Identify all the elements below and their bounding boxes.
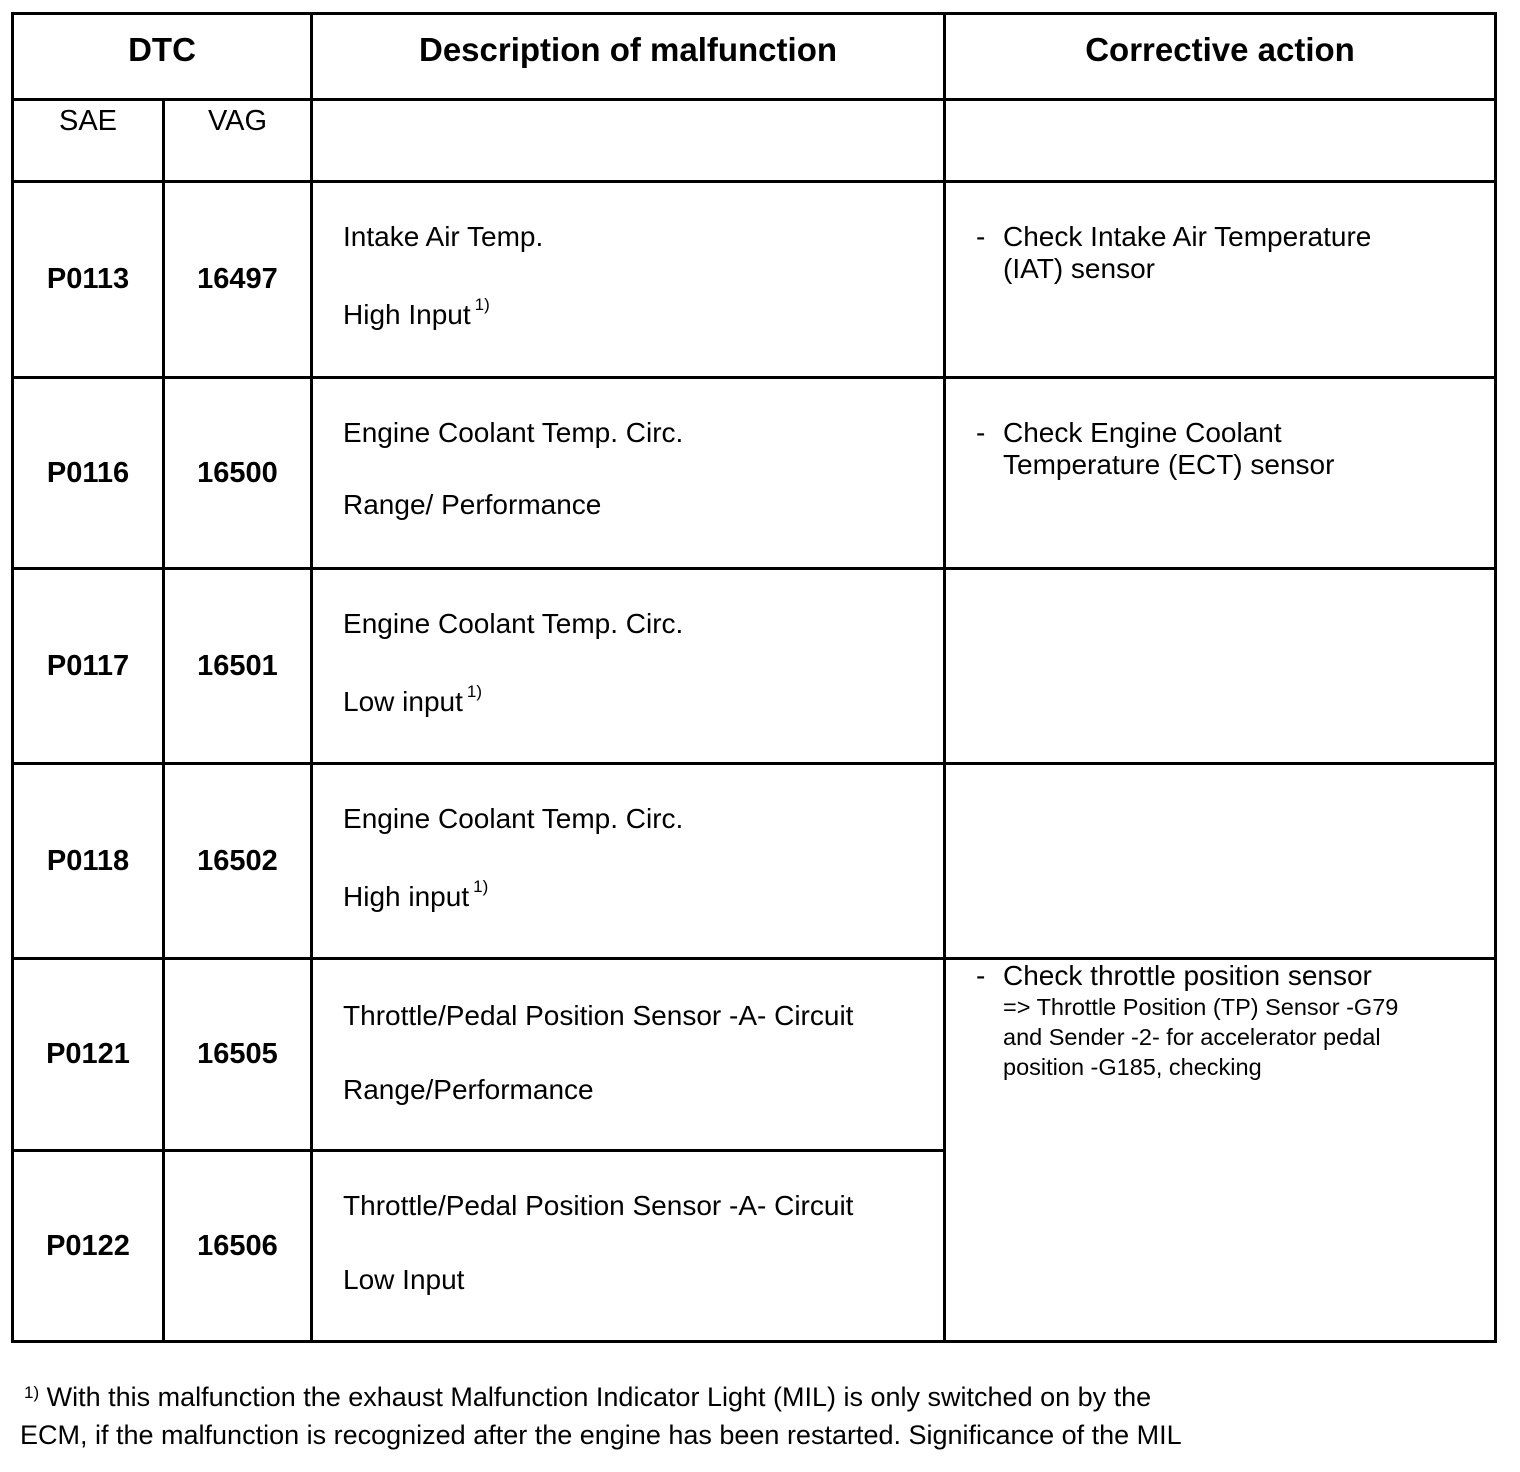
table-row — [13, 378, 1496, 569]
footnote-line-1 — [20, 1378, 1480, 1416]
description-line-1: Engine Coolant Temp. Circ. — [343, 608, 684, 639]
sae-code: P0116 — [13, 378, 164, 569]
description-subheader-empty — [312, 100, 945, 182]
description-line-2 — [343, 295, 943, 331]
footnote-text-1: With this malfunction the exhaust Malfunction Indicator Light (MIL) is only switched on by the — [46, 1382, 1152, 1412]
reference-line-3: position -G185, checking — [1003, 1054, 1262, 1080]
corrective-action — [945, 378, 1496, 569]
footnote-ref: 1) — [473, 877, 489, 896]
table-row — [13, 182, 1496, 378]
bullet-dash: - — [976, 417, 986, 448]
action-line-2: Temperature (ECT) sensor — [1003, 449, 1335, 480]
description-line-2: Range/ Performance — [343, 489, 602, 520]
malfunction-description — [312, 959, 945, 1151]
dtc-table — [11, 12, 1497, 1343]
sae-code: P0122 — [13, 1151, 164, 1342]
description-line-2 — [343, 682, 943, 718]
footnote-line-2: ECM, if the malfunction is recognized after the engine has been restarted. Significance of the MIL — [20, 1420, 1182, 1450]
vag-code: 16501 — [164, 569, 312, 764]
sae-header: SAE — [13, 100, 164, 182]
reference-line-2: and Sender -2- for accelerator pedal — [1003, 1024, 1381, 1050]
dtc-header: DTC — [13, 14, 312, 100]
vag-header: VAG — [164, 100, 312, 182]
corrective-action — [945, 959, 1496, 1342]
action-text — [1003, 221, 1371, 285]
footnote-ref: 1) — [474, 295, 490, 314]
malfunction-description — [312, 182, 945, 378]
malfunction-description — [312, 378, 945, 569]
footnote-mark: 1) — [24, 1383, 40, 1402]
bullet-dash: - — [976, 960, 986, 991]
header-row — [13, 14, 1496, 100]
description-line-1: Intake Air Temp. — [343, 221, 544, 252]
vag-code: 16506 — [164, 1151, 312, 1342]
description-line-2: Low Input — [343, 1264, 465, 1295]
table-row — [13, 569, 1496, 764]
action-reference — [1003, 992, 1494, 1082]
description-line-2-text: High input — [343, 881, 470, 912]
footnote-ref: 1) — [466, 682, 483, 701]
description-line-2: Range/Performance — [343, 1074, 594, 1105]
description-header: Description of malfunction — [312, 14, 945, 100]
description-line-2-text: High Input — [343, 299, 471, 330]
footnote — [20, 1378, 1480, 1454]
vag-code: 16502 — [164, 764, 312, 959]
vag-code: 16500 — [164, 378, 312, 569]
action-line-2: (IAT) sensor — [1003, 253, 1155, 284]
action-bullet — [976, 417, 1494, 481]
malfunction-description — [312, 764, 945, 959]
description-line-2-text: Low input — [343, 686, 463, 717]
description-line-1: Engine Coolant Temp. Circ. — [343, 417, 684, 448]
action-block — [976, 960, 1494, 1082]
vag-code: 16505 — [164, 959, 312, 1151]
action-line-1: Check Engine Coolant — [1003, 417, 1282, 448]
malfunction-description — [312, 1151, 945, 1342]
sae-code: P0113 — [13, 182, 164, 378]
vag-code: 16497 — [164, 182, 312, 378]
table-row — [13, 959, 1496, 1151]
description-line-1: Engine Coolant Temp. Circ. — [343, 803, 684, 834]
description-line-1: Throttle/Pedal Position Sensor -A- Circuit — [343, 1190, 854, 1221]
reference-line-1: => Throttle Position (TP) Sensor -G79 — [1003, 994, 1399, 1020]
description-line-2 — [343, 877, 943, 913]
action-bullet — [976, 221, 1494, 285]
description-line-1: Throttle/Pedal Position Sensor -A- Circuit — [343, 1000, 854, 1031]
bullet-dash: - — [976, 221, 986, 252]
corrective-action-empty — [945, 764, 1496, 959]
corrective-action — [945, 182, 1496, 378]
sae-code: P0121 — [13, 959, 164, 1151]
corrective-subheader-empty — [945, 100, 1496, 182]
subheader-row — [13, 100, 1496, 182]
action-line-1: Check throttle position sensor — [1003, 960, 1372, 991]
table-row — [13, 764, 1496, 959]
action-bullet — [976, 960, 1494, 992]
corrective-action-header: Corrective action — [945, 14, 1496, 100]
sae-code: P0117 — [13, 569, 164, 764]
action-line-1: Check Intake Air Temperature — [1003, 221, 1372, 252]
corrective-action-empty — [945, 569, 1496, 764]
action-text — [1003, 417, 1334, 481]
sae-code: P0118 — [13, 764, 164, 959]
malfunction-description — [312, 569, 945, 764]
